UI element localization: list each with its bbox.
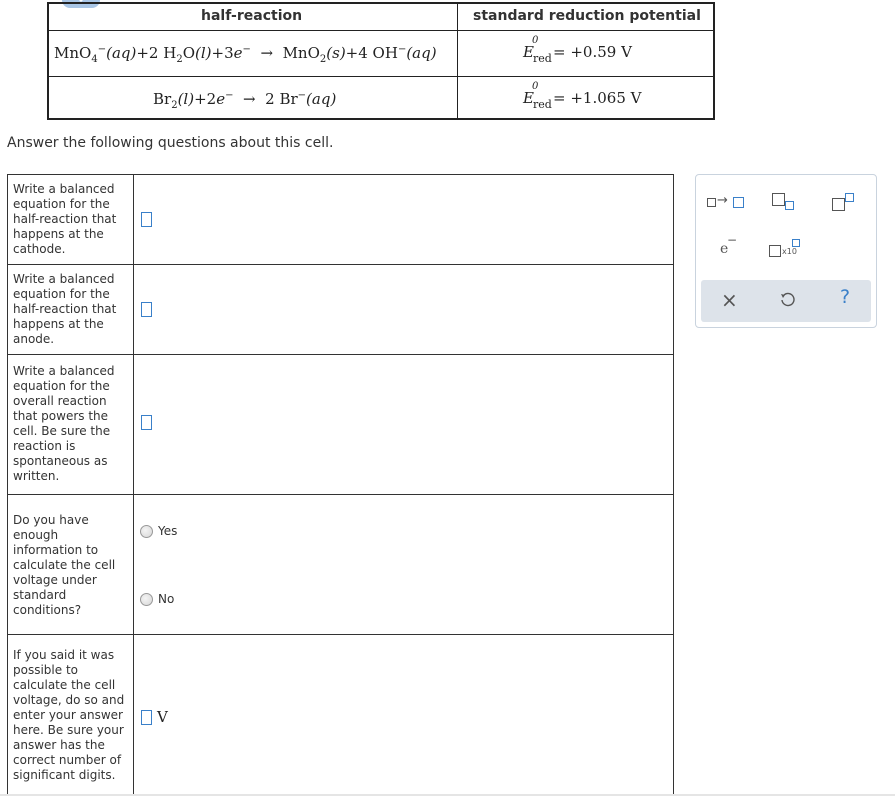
- yes-radio[interactable]: [140, 525, 153, 538]
- question-text: Do you have enough information to calculate the cell voltage under standard conditions?: [13, 513, 116, 617]
- question-text: Write a balanced equation for the overall reaction that powers the cell. Be sure the reaction is spontaneous as written.: [13, 364, 115, 483]
- reduction-potential-table: [47, 2, 715, 120]
- palette-actions-bar: [701, 280, 871, 322]
- no-label: No: [158, 592, 175, 606]
- scientific-notation-button[interactable]: x10: [769, 239, 809, 259]
- yes-label: Yes: [158, 524, 178, 538]
- question-text: If you said it was possible to calculate the cell voltage, do so and enter your answer here. Be sure your answer has the correct number of significant digits.: [13, 648, 125, 782]
- anode-answer-field[interactable]: [141, 302, 152, 317]
- reaction-arrow-button[interactable]: →: [706, 195, 748, 211]
- potential-permanganate: E 0 red = +0.59 V: [523, 35, 632, 65]
- question-row-overall: [8, 355, 673, 495]
- cathode-answer-field[interactable]: [141, 212, 152, 227]
- voltage-answer-field[interactable]: [141, 710, 152, 725]
- header-potential: standard reduction potential: [473, 8, 701, 24]
- electron-button[interactable]: e −: [720, 233, 738, 257]
- tool-palette: [695, 174, 877, 328]
- clear-icon[interactable]: ×: [721, 288, 738, 312]
- question-text: Write a balanced equation for the half-reaction that happens at the cathode.: [13, 182, 117, 256]
- no-radio[interactable]: [140, 593, 153, 606]
- question-text: Write a balanced equation for the half-reaction that happens at the anode.: [13, 272, 117, 346]
- half-reaction-bromine: $Br_2(l)+2e^- \to 2$ Br−(aq): [153, 90, 337, 111]
- potential-bromine: E 0 red = +1.065 V: [523, 81, 642, 111]
- half-reaction-permanganate: MnO$_4$−(aq)+2 $H_2O(l)+3e^- \to MnO_2(s)+4$ OH−(aq): [54, 44, 437, 65]
- question-row-enough-info: [8, 495, 673, 635]
- questions-table: [7, 174, 674, 796]
- question-row-anode: [8, 265, 673, 355]
- voltage-unit: V: [157, 708, 168, 726]
- help-icon[interactable]: ?: [840, 286, 851, 308]
- question-row-cathode: [8, 175, 673, 265]
- intro-text: Answer the following questions about this cell.: [7, 135, 334, 151]
- undo-icon[interactable]: [779, 292, 795, 308]
- superscript-button[interactable]: [832, 193, 858, 213]
- header-half-reaction: half-reaction: [201, 8, 303, 24]
- subscript-button[interactable]: [772, 193, 798, 213]
- overall-answer-field[interactable]: [141, 415, 152, 430]
- question-row-voltage: [8, 635, 673, 797]
